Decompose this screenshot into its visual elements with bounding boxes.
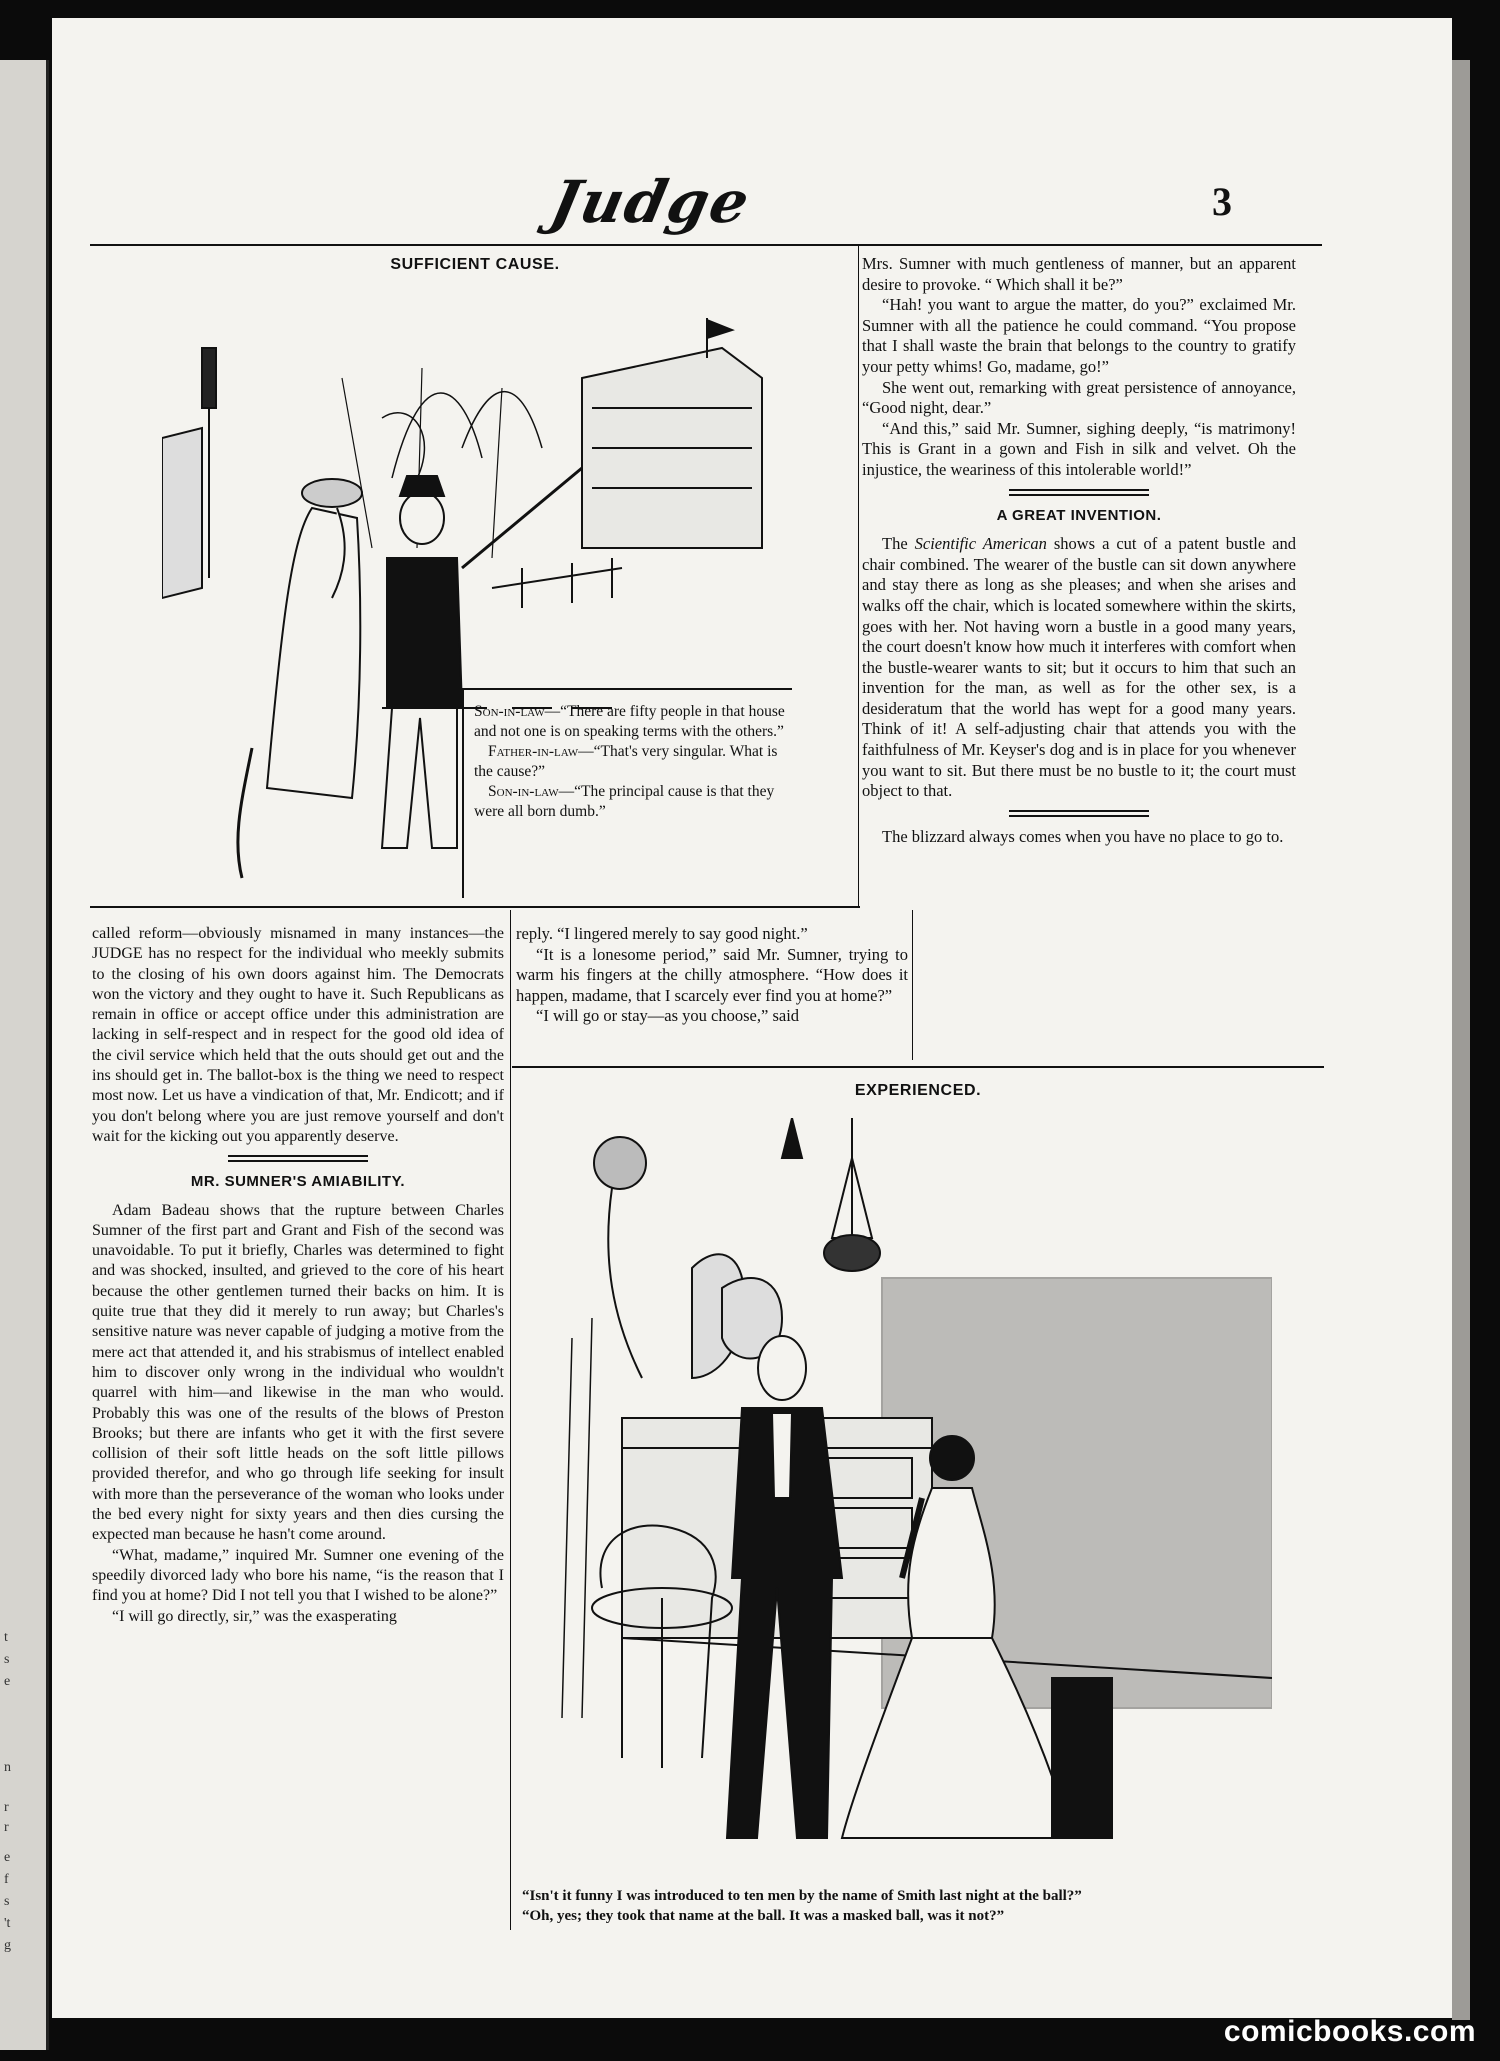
cartoon-bottom-rule bbox=[90, 906, 860, 908]
fragment: s bbox=[4, 1894, 10, 1909]
text: shows a cut of a patent bustle and chair combined. The wearer of the bustle can sit down anywhere and stay there as long as she pleases; and when she arises and walks off the chair, which is located somewhere within the skirts, goes with her. Not having worn a bustle in a good many years, the court doesn't know how much it interferes with comfort when the bustle-wearer wants to sit; but it occurs to him that such an invention for the man, as well as for the other sex, is a desideratum that the world has wept for a good many years. Think of it! A self-adjusting chair that attends you with the faithfulness of Mr. Keyser's dog and is in place for you whenever you want to sit. But there must be no bustle to it; the court must object to that. bbox=[862, 534, 1297, 801]
cartoon-caption-experienced bbox=[522, 1886, 1322, 1926]
column-rule-top bbox=[858, 246, 859, 906]
caption-box-top bbox=[462, 688, 792, 690]
fragment: 't bbox=[4, 1916, 11, 1931]
paragraph: Mrs. Sumner with much gentleness of manner, but an apparent desire to provoke. “ Which shall it be?” bbox=[862, 254, 1296, 294]
double-rule bbox=[1009, 489, 1149, 496]
fragment: r bbox=[4, 1820, 9, 1835]
masthead-rule bbox=[90, 244, 1322, 246]
paragraph: “And this,” said Mr. Sumner, sighing deeply, “is matrimony! This is Grant in a gown and Fish in silk and velvet. Oh the injustice, the weariness of this intolerable world!” bbox=[862, 418, 1296, 479]
column-rule-middle bbox=[912, 910, 913, 1060]
paragraph: reply. “I lingered merely to say good night.” bbox=[516, 924, 808, 943]
cartoon-experienced-illustration bbox=[552, 1118, 1272, 1858]
fragment: f bbox=[4, 1872, 9, 1887]
paragraph-invention bbox=[862, 534, 1296, 802]
caption-line-2 bbox=[474, 742, 799, 782]
paragraph: “It is a lonesome period,” said Mr. Sumner, trying to warm his fingers at the chilly atmosphere. “How does it happen, madame, that I scarcely ever find you at home?” bbox=[516, 944, 908, 1005]
paragraph: “Hah! you want to argue the matter, do you?” exclaimed Mr. Sumner with all the patience he could command. “You propose that I shall waste the brain that belongs to the country to gratify your petty whims! Go, madame, go!” bbox=[862, 295, 1296, 376]
paragraph: She went out, remarking with great persistence of annoyance, “Good night, dear.” bbox=[862, 377, 1296, 418]
paragraph: “What, madame,” inquired Mr. Sumner one evening of the speedily divorced lady who bore his name, “is the reason that I find you at home? Did I not tell you that I wished to be alone?” bbox=[92, 1546, 504, 1605]
caption-line-3 bbox=[474, 782, 799, 822]
speaker: Son-in-law— bbox=[488, 783, 575, 800]
paragraph-blizzard: The blizzard always comes when you have no place to go to. bbox=[882, 826, 1284, 846]
middle-column bbox=[516, 924, 908, 1027]
magazine-page bbox=[52, 18, 1452, 2018]
fragment: g bbox=[4, 1938, 11, 1953]
fragment: s bbox=[4, 1652, 10, 1667]
paragraph: “I will go or stay—as you choose,” said bbox=[536, 1006, 800, 1026]
paragraph: Adam Badeau shows that the rupture between Charles Sumner of the first part and Grant and Fish of the second was unavoidable. To put it briefly, Charles was determined to fight and was shocked, insulted, and grieved to the core of his heart because the other gentlemen turned their backs on him. It is quite true that they did it merely to run away; but Charles's sensitive nature was never capable of judging a motive from the mere act that attended it, and his strabismus of intellect enabled him to discover only wrong in the individual who wouldn't quarrel with him—and likewise in the man who would. Probably this was one of the results of the blows of Preston Brooks; but there are infants who get it with the first severe collision of their soft little heads on the soft little pillows provided therefor, and who go through life seeking for insult with more than the perseverance of the woman who looks under the bed every night for sixty years and then dies cursing the expected man because he hasn't come around. bbox=[92, 1201, 504, 1544]
experienced-top-rule bbox=[512, 1066, 1324, 1068]
cartoon-caption-sufficient-cause bbox=[474, 702, 799, 822]
cartoon-title-experienced: EXPERIENCED. bbox=[854, 1082, 982, 1099]
watermark: comicbooks.com bbox=[1223, 2015, 1476, 2048]
cartoon-title-sufficient-cause: SUFFICIENT CAUSE. bbox=[390, 256, 560, 273]
column-rule-left bbox=[510, 910, 511, 1930]
caption-line-2: “Oh, yes; they took that name at the ball. It was a masked ball, was it not?” bbox=[522, 1908, 1005, 1924]
judge-logo: Judge bbox=[544, 168, 757, 236]
heading-sumner-amiability: MR. SUMNER'S AMIABILITY. bbox=[190, 1173, 406, 1191]
page-number: 3 bbox=[1212, 179, 1232, 224]
masthead bbox=[52, 18, 1452, 238]
fragment: e bbox=[4, 1674, 11, 1689]
fragment: t bbox=[4, 1630, 8, 1645]
speaker: Son-in-law— bbox=[474, 703, 561, 720]
double-rule bbox=[228, 1155, 368, 1162]
paragraph: “I will go directly, sir,” was the exasperating bbox=[112, 1607, 397, 1625]
speaker: Father-in-law— bbox=[488, 743, 594, 760]
caption-box-line bbox=[462, 688, 464, 898]
paragraph-reform: called reform—obviously misnamed in many instances—the JUDGE has no respect for the individual who meekly submits to the closing of his own doors against him. The Democrats won the victory and they ought to have it. Such Republicans as remain in office or accept office under this administration are lacking in self-respect and in respect for the good old idea of the civil service which held that the outs should get out and the ins should get in. The ballot-box is the thing we need to respect most now. Let us have a vindication of that, Mr. Endicott; and if you don't belong where you are just remove yourself and don't wait for the kicking out you apparently deserve. bbox=[92, 925, 504, 1145]
right-column bbox=[862, 254, 1296, 847]
left-column bbox=[92, 924, 504, 1627]
italic-title: Scientific American bbox=[914, 534, 1047, 554]
fragment: e bbox=[4, 1850, 11, 1865]
binding-edge bbox=[1452, 60, 1470, 2020]
caption-text: “There are fifty people in that house and not one is on speaking terms with the others.” bbox=[474, 703, 785, 740]
caption-text: “That's very singular. What is the cause?” bbox=[474, 743, 778, 780]
heading-great-invention: A GREAT INVENTION. bbox=[996, 506, 1162, 524]
text: The bbox=[882, 534, 915, 554]
adjacent-page-edge bbox=[0, 60, 49, 2050]
caption-line-1 bbox=[474, 702, 799, 742]
caption-text: “The principal cause is that they were all born dumb.” bbox=[474, 783, 775, 820]
fragment: r bbox=[4, 1800, 9, 1815]
double-rule bbox=[1009, 810, 1149, 817]
caption-line-1: “Isn't it funny I was introduced to ten men by the name of Smith last night at the ball?” bbox=[522, 1888, 1082, 1904]
fragment: n bbox=[4, 1760, 11, 1775]
